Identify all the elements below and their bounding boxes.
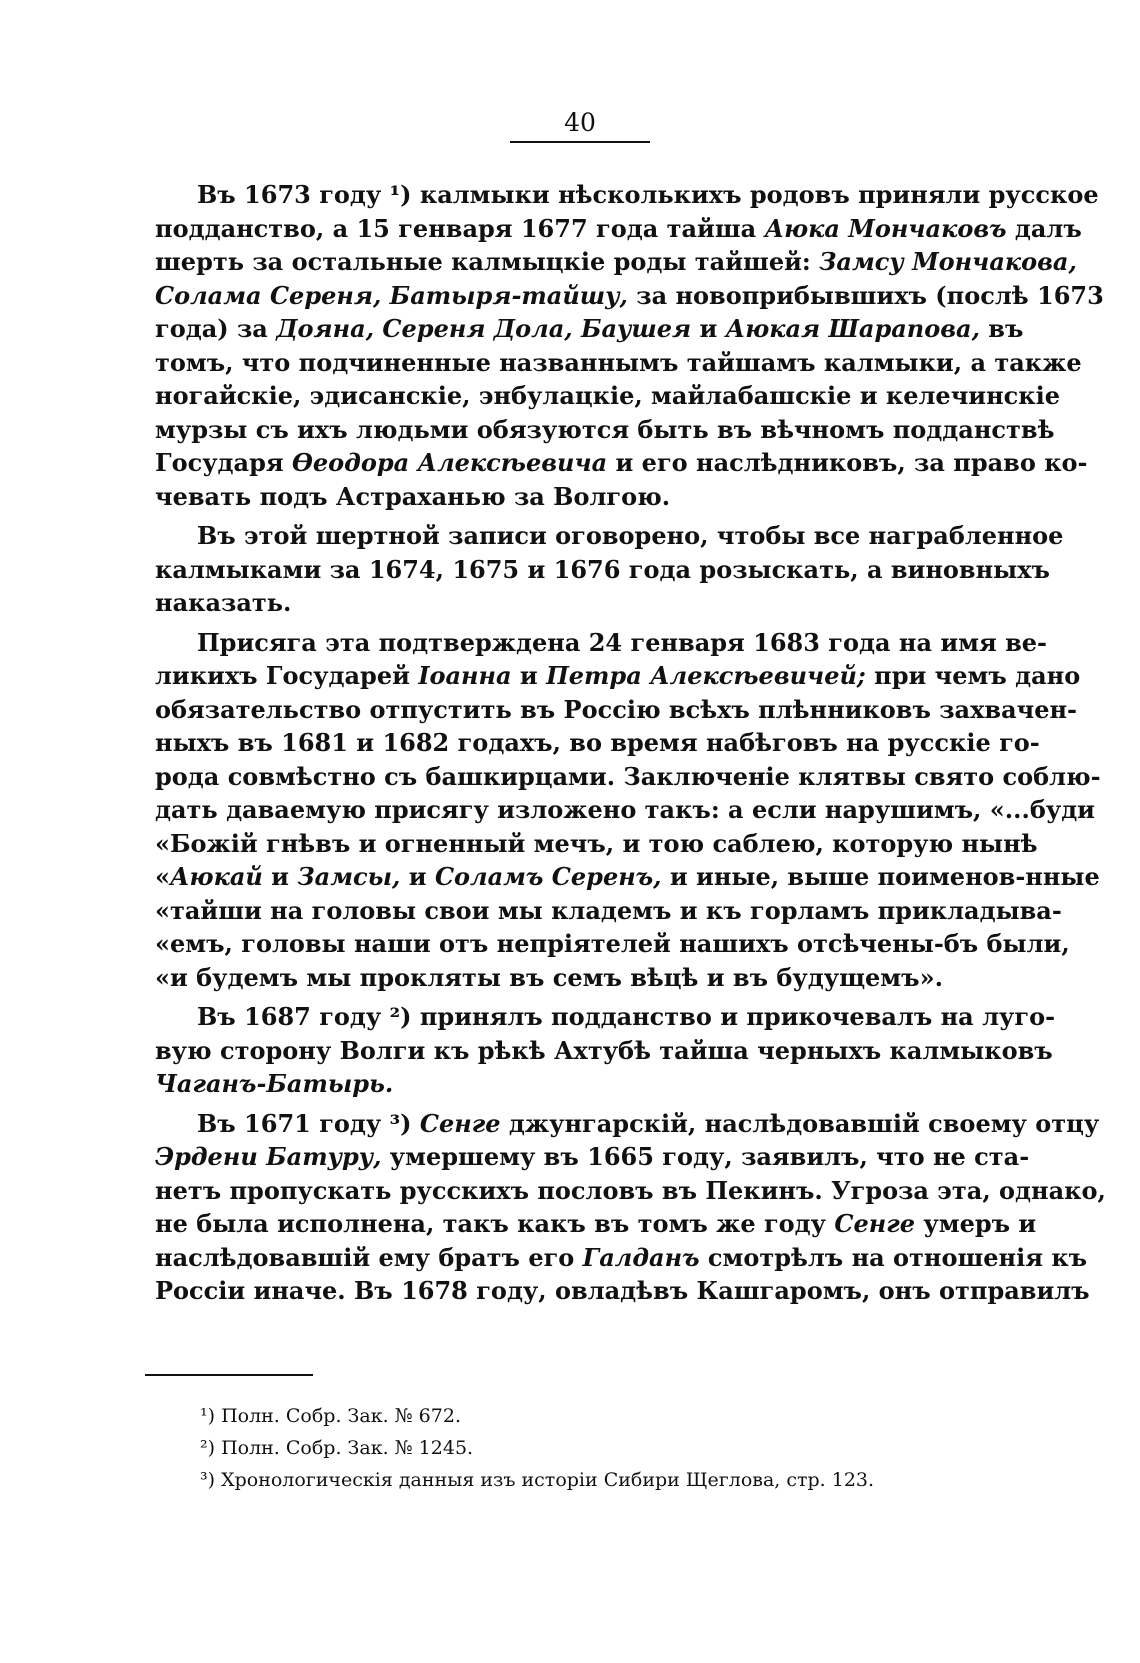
- italic-name: Замсу Мончакова,: [819, 247, 1077, 276]
- italic-name: Галданъ: [582, 1242, 700, 1272]
- text-line: [155, 1000, 1056, 1034]
- text-line: [155, 793, 1095, 827]
- text-run: ликихъ Государей: [155, 661, 419, 690]
- italic-name: Соламъ Серенъ,: [434, 862, 662, 891]
- text-line: [155, 927, 1070, 961]
- italic-name: Іоанна: [418, 661, 512, 690]
- text-run: «емъ, головы наши отъ непріятелей нашихъ отсѣчены-бъ были,: [155, 929, 1070, 958]
- text-run: умеръ и: [915, 1209, 1037, 1238]
- italic-name: Аюка Мончаковъ: [764, 213, 1007, 243]
- text-line: [155, 726, 1040, 760]
- italic-name: Эрдени Батуру,: [155, 1142, 382, 1171]
- text-run: вую сторону Волги къ рѣкѣ Ахтубѣ тайша черныхъ калмыковъ: [155, 1035, 1053, 1065]
- footnotes: [200, 1400, 1000, 1496]
- italic-name: Сенге: [834, 1209, 916, 1238]
- text-run: смотрѣлъ на отношенія къ: [699, 1242, 1088, 1272]
- body-text: [155, 178, 1106, 1308]
- paragraph: [155, 178, 1104, 513]
- footnote: ¹) Полн. Собр. Зак. № 672.: [200, 1405, 461, 1427]
- text-run: дать даваемую присягу изложено такъ: а если нарушимъ, «...буди: [155, 795, 1095, 824]
- text-run: ) принялъ подданство и прикочевалъ на луго-: [400, 1002, 1056, 1031]
- text-run: и: [400, 862, 435, 891]
- text-run: и: [691, 314, 726, 343]
- text-run: и: [511, 661, 547, 690]
- italic-name: Ѳеодора Алексѣевича: [291, 448, 608, 477]
- text-run: ¹: [389, 180, 401, 209]
- text-run: шерть за остальные калмыцкіе роды тайшей:: [155, 247, 820, 276]
- text-line: [155, 586, 999, 620]
- text-run: калмыками за 1674, 1675 и 1676 года розыскать, а виновныхъ: [155, 554, 1050, 584]
- text-run: Въ 1673 году: [197, 180, 390, 209]
- text-run: Россіи иначе. Въ 1678 году, овладѣвъ Кашгаромъ, онъ отправилъ: [155, 1276, 1090, 1305]
- text-run: Въ 1671 году: [197, 1108, 390, 1138]
- text-line: [155, 413, 1055, 447]
- footnote: ²) Полн. Собр. Зак. № 1245.: [200, 1437, 474, 1459]
- text-line: [155, 1207, 1037, 1241]
- text-run: нетъ пропускать русскихъ пословъ въ Пекинъ. Угроза эта, однако,: [155, 1175, 1106, 1205]
- text-run: далъ: [1006, 213, 1082, 243]
- text-run: джунгарскій, наслѣдовавшій своему отцу: [500, 1108, 1100, 1138]
- text-line: [155, 860, 1100, 894]
- text-run: не была исполнена, такъ какъ въ томъ же году: [155, 1209, 835, 1238]
- text-line: [155, 212, 1082, 246]
- italic-name: Сенге: [419, 1108, 501, 1138]
- text-run: подданство, а 15 генваря 1677 года тайша: [155, 213, 765, 243]
- text-line: [155, 379, 1060, 413]
- text-line: [155, 1174, 1106, 1208]
- text-run: чевать подъ Астраханью за Волгою.: [155, 481, 671, 511]
- text-run: мурзы съ ихъ людьми обязуются быть въ вѣчномъ подданствѣ: [155, 414, 1055, 444]
- text-line: [155, 279, 1104, 313]
- paragraph: [155, 1107, 1106, 1308]
- text-line: [155, 245, 1077, 279]
- text-line: [155, 961, 999, 995]
- italic-name: Аюкай: [170, 862, 263, 891]
- text-run: обязательство отпустить въ Россію всѣхъ плѣнниковъ захвачен-: [155, 694, 1077, 724]
- italic-name: Аюкая Шарапова,: [725, 314, 980, 343]
- text-run: рода совмѣстно съ башкирцами. Заключеніе клятвы свято соблю-: [155, 761, 1101, 791]
- text-run: года) за: [155, 314, 277, 343]
- text-line: [155, 346, 1082, 380]
- paragraph: [155, 519, 1064, 620]
- text-line: [155, 312, 1024, 346]
- text-line: [155, 1274, 1090, 1308]
- text-line: [155, 693, 1077, 727]
- text-run: и: [262, 862, 298, 891]
- text-run: ²: [389, 1002, 401, 1031]
- text-run: «и будемъ мы прокляты въ семъ вѣцѣ и въ будущемъ».: [155, 962, 943, 992]
- text-line: [155, 446, 1088, 480]
- text-run: въ: [979, 314, 1024, 343]
- page-number-rule: [510, 141, 650, 143]
- text-run: ): [400, 1108, 420, 1138]
- italic-name: Чаганъ-Батырь.: [155, 1069, 394, 1098]
- text-run: томъ, что подчиненные названнымъ тайшамъ калмыки, а также: [155, 347, 1082, 377]
- text-run: Государя: [155, 448, 292, 477]
- text-line: [155, 894, 1062, 928]
- text-line: [155, 519, 1064, 553]
- text-run: за новоприбывшихъ (послѣ 1673: [627, 280, 1104, 310]
- text-line: [155, 178, 1099, 212]
- text-run: «: [155, 862, 170, 891]
- text-line: [155, 553, 1050, 587]
- footnote-rule: [145, 1374, 313, 1376]
- text-run: при чемъ дано: [865, 661, 1081, 690]
- text-run: ³: [389, 1108, 401, 1138]
- text-run: «тайши на головы свои мы кладемъ и къ горламъ прикладыва-: [155, 895, 1062, 925]
- text-line: [155, 1107, 1100, 1141]
- text-run: «Божій гнѣвъ и огненный мечъ, и тою саблею, которую нынѣ: [155, 828, 1038, 858]
- text-line: [155, 1067, 999, 1101]
- text-line: [155, 760, 1101, 794]
- text-run: ) калмыки нѣсколькихъ родовъ приняли русское: [400, 180, 1099, 209]
- text-run: ныхъ въ 1681 и 1682 годахъ, во время набѣговъ на русскіе го-: [155, 728, 1040, 757]
- text-line: [155, 1140, 1030, 1174]
- page-number: 40: [564, 108, 596, 137]
- text-run: Въ 1687 году: [197, 1002, 390, 1031]
- text-run: и его наслѣдниковъ, за право ко-: [607, 448, 1088, 477]
- italic-name: Дояна, Сереня Дола, Баушея: [276, 314, 692, 343]
- paragraph: [155, 626, 1101, 995]
- text-run: наслѣдовавшій ему братъ его: [155, 1242, 583, 1272]
- text-line: [155, 827, 1038, 861]
- text-line: [155, 1034, 1053, 1068]
- text-run: наказать.: [155, 588, 292, 617]
- text-run: и иные, выше поименов-нные: [661, 862, 1100, 891]
- text-line: [155, 659, 1081, 693]
- italic-name: Замсы,: [297, 862, 401, 891]
- text-run: ногайскіе, эдисанскіе, энбулацкіе, майлабашскіе и келечинскіе: [155, 381, 1060, 410]
- text-run: Въ этой шертной записи оговорено, чтобы все награбленное: [197, 521, 1064, 550]
- text-run: Присяга эта подтверждена 24 генваря 1683 года на имя ве-: [197, 627, 1048, 657]
- footnote: ³) Хронологическія данныя изъ исторіи Сибири Щеглова, стр. 123.: [200, 1469, 875, 1491]
- paragraph: [155, 1000, 1056, 1101]
- text-line: [155, 626, 1048, 660]
- italic-name: Петра Алексѣевичей;: [546, 661, 866, 690]
- italic-name: Солама Сереня, Батыря-тайшу,: [155, 280, 628, 310]
- text-run: умершему въ 1665 году, заявилъ, что не ста-: [381, 1142, 1030, 1171]
- text-line: [155, 480, 999, 514]
- text-line: [155, 1241, 1088, 1275]
